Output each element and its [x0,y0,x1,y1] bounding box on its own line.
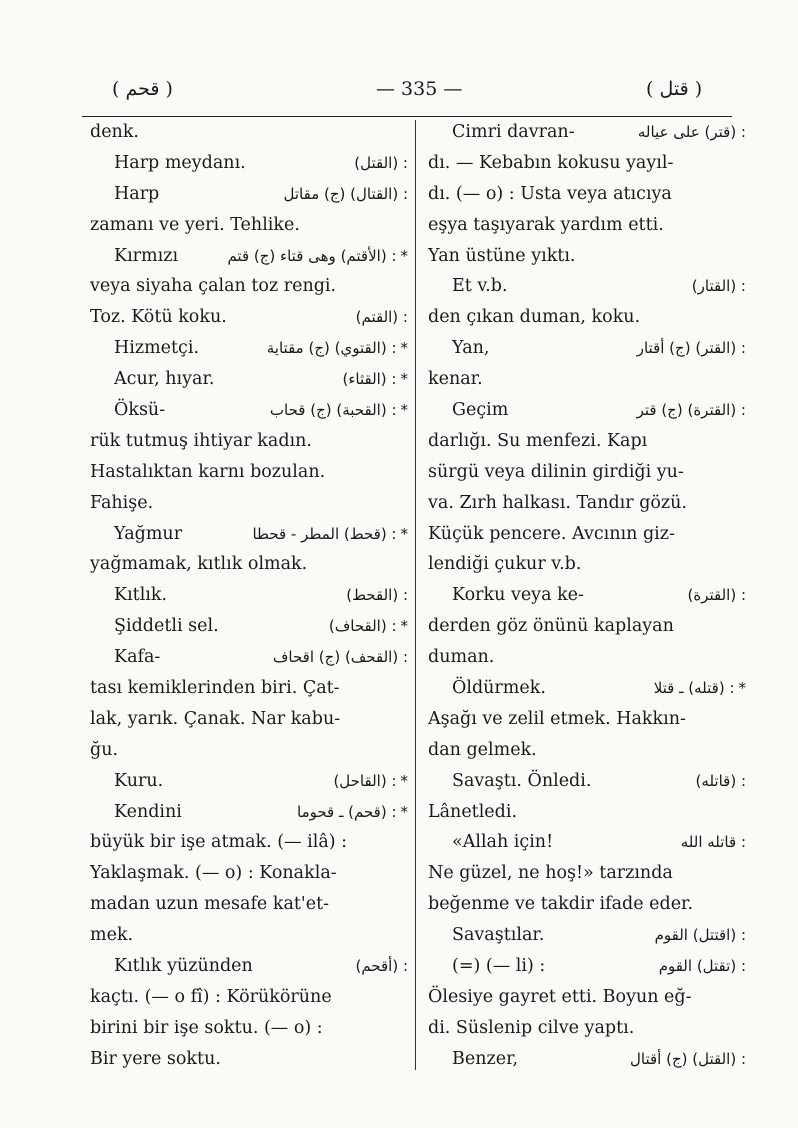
entry-line [90,858,408,889]
entry-text: lak, yarık. Çanak. Nar kabu- [90,708,341,729]
arabic-headword: : (القترة) (ج) قتر [636,401,746,420]
entry-line [90,611,408,642]
arabic-headword: : قاتله الله [680,833,746,852]
entry-text: beğenme ve takdir ifade eder. [428,894,694,915]
entry-text: Cimri davran- [452,122,575,142]
entry-line [90,364,408,395]
arabic-headword: : (القتم) [355,308,408,327]
arabic-headword: : (القتوي) (ج) مقتاية [266,339,397,358]
entry-line [90,735,408,766]
entry-text: Aşağı ve zelil etmek. Hakkın- [428,708,686,729]
entry-text: rük tutmuş ihtiyar kadın. [90,430,312,451]
entry-line [428,704,746,735]
arabic-headword: : (القتل) [354,153,408,172]
entry-line [428,271,746,302]
entry-text: Kendini [114,801,182,822]
arabic-headword: : (الأقتم) وهی قتاء (ج) قتم [227,246,397,265]
arabic-headword: : (القتار) [691,277,746,296]
entry-text: ğu. [90,739,119,760]
arabic-headword: : (قحط) المطر - قحطا [252,524,397,543]
entry-line [428,241,746,272]
entry-line [90,889,408,920]
entry-line [90,333,408,364]
arabic-headword: : (القتال) (ج) مقاتل [283,184,408,203]
entry-text: Küçük pencere. Avcının giz- [428,523,675,544]
entry-text: veya siyaha çalan toz rengi. [90,276,337,297]
entry-text: birini bir işe soktu. (— o) : [90,1017,323,1038]
entry-line [428,457,746,488]
entry-line [90,580,408,611]
entry-text: dı. — Kebabın kokusu yayıl- [428,152,674,173]
entry-text: Acur, hıyar. [114,369,215,390]
entry-text: Yan, [452,338,490,359]
entry-text: darlığı. Su menfezi. Kapı [428,430,648,451]
entry-line [428,858,746,889]
header-right-keyword: ( قتل ) [646,78,703,100]
arabic-headword: : (قتله) ـ قتلا [653,679,735,698]
entry-text: dan gelmek. [428,739,537,760]
entry-line [428,519,746,550]
entry-line [428,951,746,982]
entry-line [90,488,408,519]
entry-text: eşya taşıyarak yardım etti. [428,214,664,235]
entry-text: Kıtlık yüzünden [114,956,253,977]
entry-text: Ölesiye gayret etti. Boyun eğ- [428,986,692,1007]
entry-text: duman. [428,647,495,668]
column-divider [415,120,416,1070]
entry-line [428,395,746,426]
entry-text: Hizmetçi. [114,338,200,359]
entry-line [90,179,408,210]
entry-star-mark: * [400,339,408,358]
entry-line [428,827,746,858]
arabic-headword: : (القترة) [687,586,746,605]
entry-text: madan uzun mesafe kat'et- [90,894,330,915]
entry-line [90,241,408,272]
entry-line [90,271,408,302]
entry-text: Harp meydanı. [114,152,246,173]
entry-text: Bir yere soktu. [90,1048,221,1069]
entry-text: (=) (— li) : [452,956,546,977]
entry-line [90,1013,408,1044]
entry-line [90,117,408,148]
arabic-headword: : (القحبة) (ج) قحاب [269,401,397,420]
entry-line [90,549,408,580]
entry-line [428,673,746,704]
arabic-headword: : (قاتله) [695,771,746,790]
entry-text: di. Süslenip cilve yaptı. [428,1017,635,1038]
entry-text: Öksü- [114,400,166,421]
arabic-headword: : (القثاء) [342,370,397,389]
entry-text: Yan üstüne yıktı. [428,245,576,266]
entry-line [428,920,746,951]
entry-text: Geçim [452,400,509,421]
entry-text: sürgü veya dilinin girdiği yu- [428,461,684,482]
entry-text: kaçtı. (— o fî) : Körükörüne [90,986,332,1007]
entry-text: Yağmur [114,523,183,544]
entry-text: yağmamak, kıtlık olmak. [90,554,308,575]
entry-line [428,1044,746,1075]
entry-line [428,302,746,333]
entry-line [90,797,408,828]
entry-text: Kuru. [114,770,164,791]
entry-text: derden göz önünü kaplayan [428,616,674,637]
entry-line [428,426,746,457]
entry-line [428,982,746,1013]
entry-line [428,333,746,364]
entry-text: büyük bir işe atmak. (— ilâ) : [90,832,348,853]
entry-line [428,735,746,766]
entry-line [90,827,408,858]
entry-text: Şiddetli sel. [114,616,219,637]
entry-text: lendiği çukur v.b. [428,554,582,575]
arabic-headword: : (القتل) (ج) أقتال [630,1049,746,1068]
left-column [90,117,408,1075]
entry-text: tası kemiklerinden biri. Çat- [90,678,340,699]
entry-text: Et v.b. [452,276,508,297]
entry-star-mark: * [400,771,408,790]
entry-text: Kıtlık. [114,585,168,606]
arabic-headword: : (اقتتل) القوم [654,926,746,945]
entry-line [428,766,746,797]
entry-star-mark: * [400,617,408,636]
entry-text: Lânetledi. [428,801,518,822]
entry-line [90,148,408,179]
arabic-headword: : (قحم) ـ قحوما [297,802,397,821]
arabic-headword: : (قتر) على عياله [637,123,746,141]
arabic-headword: : (القتر) (ج) أقتار [636,339,746,358]
entry-text: Kırmızı [114,245,179,266]
entry-line [428,364,746,395]
entry-line [90,210,408,241]
entry-text: dı. (— o) : Usta veya atıcıya [428,183,672,204]
page-number: — 335 — [376,78,463,100]
entry-text: Savaştılar. [452,925,545,946]
entry-line [90,395,408,426]
entry-line [90,642,408,673]
entry-star-mark: * [400,246,408,265]
entry-line [428,642,746,673]
entry-line [90,920,408,951]
entry-text: Harp [114,183,160,204]
entry-text: Hastalıktan karnı bozulan. [90,461,326,482]
entry-text: kenar. [428,369,483,390]
entry-text: Toz. Kötü koku. [90,307,227,328]
entry-line [428,611,746,642]
arabic-headword: : (القحط) [346,586,408,605]
arabic-headword: : (القاحل) [333,771,397,790]
entry-line [428,889,746,920]
entry-text: Ne güzel, ne hoş!» tarzında [428,863,673,884]
entry-line [90,951,408,982]
entry-line [428,580,746,611]
entry-line [90,426,408,457]
entry-text: Yaklaşmak. (— o) : Konakla- [90,863,337,884]
entry-line [90,457,408,488]
entry-text: Benzer, [452,1048,519,1069]
arabic-headword: : (القحف) (ج) اقحاف [272,648,408,667]
entry-text: «Allah için! [452,832,554,853]
entry-line [428,179,746,210]
entry-line [90,766,408,797]
entry-star-mark: * [400,401,408,420]
entry-line [428,549,746,580]
entry-text: va. Zırh halkası. Tandır gözü. [428,492,687,513]
entry-text: Korku veya ke- [452,585,584,606]
entry-text: Öldürmek. [452,678,546,699]
entry-text: Kafa- [114,647,161,668]
entry-line [90,673,408,704]
entry-line [90,519,408,550]
entry-line [428,797,746,828]
entry-text: mek. [90,925,134,946]
entry-text: zamanı ve yeri. Tehlike. [90,214,300,235]
entry-line [428,117,746,148]
entry-star-mark: * [738,679,746,698]
arabic-headword: : (أقحم) [355,957,408,976]
entry-line [90,982,408,1013]
arabic-headword: : (تقتل) القوم [658,957,746,976]
entry-text: Savaştı. Önledi. [452,770,592,791]
entry-text: den çıkan duman, koku. [428,307,641,328]
right-column [428,117,746,1075]
entry-text: denk. [90,122,139,142]
entry-star-mark: * [400,524,408,543]
entry-line [90,302,408,333]
header-left-keyword: ( قحم ) [112,78,173,100]
entry-line [90,1044,408,1075]
entry-line [428,1013,746,1044]
entry-line [90,704,408,735]
entry-line [428,210,746,241]
entry-line [428,488,746,519]
arabic-headword: : (القحاف) [328,617,397,636]
entry-star-mark: * [400,370,408,389]
entry-line [428,148,746,179]
entry-text: Fahişe. [90,492,154,513]
entry-star-mark: * [400,802,408,821]
